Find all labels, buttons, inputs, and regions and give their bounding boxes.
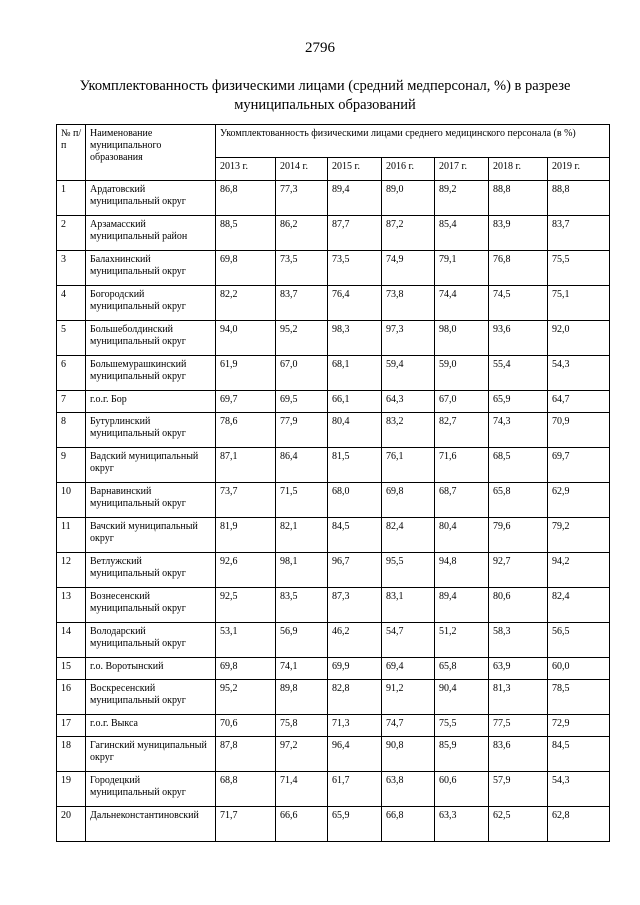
row-number: 18 <box>57 737 86 772</box>
municipality-name: Бутурлинский муниципальный округ <box>86 413 216 448</box>
staffing-value: 69,9 <box>328 658 382 680</box>
staffing-value: 74,4 <box>435 286 489 321</box>
municipality-name: Богородский муниципальный округ <box>86 286 216 321</box>
staffing-value: 96,4 <box>328 737 382 772</box>
staffing-value: 81,9 <box>216 518 276 553</box>
staffing-value: 94,2 <box>548 553 610 588</box>
staffing-value: 79,6 <box>489 518 548 553</box>
staffing-value: 75,1 <box>548 286 610 321</box>
staffing-value: 98,0 <box>435 321 489 356</box>
staffing-value: 81,3 <box>489 680 548 715</box>
staffing-value: 64,7 <box>548 391 610 413</box>
staffing-value: 56,5 <box>548 623 610 658</box>
staffing-value: 92,0 <box>548 321 610 356</box>
staffing-value: 96,7 <box>328 553 382 588</box>
row-number: 15 <box>57 658 86 680</box>
staffing-value: 90,8 <box>382 737 435 772</box>
staffing-value: 69,7 <box>216 391 276 413</box>
staffing-value: 73,5 <box>328 251 382 286</box>
staffing-value: 83,1 <box>382 588 435 623</box>
staffing-value: 83,5 <box>276 588 328 623</box>
staffing-value: 68,5 <box>489 448 548 483</box>
staffing-value: 75,5 <box>548 251 610 286</box>
staffing-value: 63,9 <box>489 658 548 680</box>
staffing-value: 85,9 <box>435 737 489 772</box>
staffing-value: 55,4 <box>489 356 548 391</box>
staffing-value: 86,2 <box>276 216 328 251</box>
row-number: 20 <box>57 807 86 842</box>
staffing-value: 69,7 <box>548 448 610 483</box>
staffing-value: 80,4 <box>435 518 489 553</box>
staffing-value: 68,0 <box>328 483 382 518</box>
staffing-value: 71,7 <box>216 807 276 842</box>
staffing-value: 81,5 <box>328 448 382 483</box>
staffing-value: 94,8 <box>435 553 489 588</box>
staffing-value: 53,1 <box>216 623 276 658</box>
table-row <box>57 321 610 356</box>
staffing-value: 83,2 <box>382 413 435 448</box>
row-number: 14 <box>57 623 86 658</box>
document-title: Укомплектованность физическими лицами (средний медперсонал, %) в разрезе муниципальных образований <box>79 78 571 113</box>
staffing-value: 65,9 <box>328 807 382 842</box>
staffing-value: 88,8 <box>489 181 548 216</box>
staffing-value: 72,9 <box>548 715 610 737</box>
staffing-value: 79,2 <box>548 518 610 553</box>
header-staffing-group: Укомплектованность физическими лицами среднего медицинского персонала (в %) <box>216 125 610 158</box>
staffing-value: 46,2 <box>328 623 382 658</box>
header-year: 2014 г. <box>276 158 328 181</box>
staffing-value: 73,5 <box>276 251 328 286</box>
staffing-value: 92,6 <box>216 553 276 588</box>
staffing-value: 92,7 <box>489 553 548 588</box>
staffing-value: 95,5 <box>382 553 435 588</box>
row-number: 13 <box>57 588 86 623</box>
table-row <box>57 715 610 737</box>
header-year: 2017 г. <box>435 158 489 181</box>
staffing-value: 62,5 <box>489 807 548 842</box>
staffing-value: 87,1 <box>216 448 276 483</box>
staffing-value: 87,7 <box>328 216 382 251</box>
staffing-value: 65,8 <box>435 658 489 680</box>
staffing-value: 70,6 <box>216 715 276 737</box>
table-row <box>57 772 610 807</box>
staffing-value: 70,9 <box>548 413 610 448</box>
staffing-value: 97,3 <box>382 321 435 356</box>
municipality-name: Вознесенский муниципальный округ <box>86 588 216 623</box>
row-number: 5 <box>57 321 86 356</box>
table-row <box>57 413 610 448</box>
staffing-value: 77,9 <box>276 413 328 448</box>
staffing-value: 57,9 <box>489 772 548 807</box>
staffing-value: 80,4 <box>328 413 382 448</box>
staffing-value: 77,5 <box>489 715 548 737</box>
staffing-value: 83,9 <box>489 216 548 251</box>
staffing-value: 56,9 <box>276 623 328 658</box>
staffing-value: 91,2 <box>382 680 435 715</box>
staffing-value: 66,8 <box>382 807 435 842</box>
staffing-value: 71,6 <box>435 448 489 483</box>
staffing-value: 90,4 <box>435 680 489 715</box>
municipality-name: Ардатовский муниципальный округ <box>86 181 216 216</box>
staffing-value: 87,2 <box>382 216 435 251</box>
staffing-value: 89,0 <box>382 181 435 216</box>
staffing-value: 89,4 <box>328 181 382 216</box>
staffing-value: 73,8 <box>382 286 435 321</box>
row-number: 16 <box>57 680 86 715</box>
table-row <box>57 588 610 623</box>
header-name: Наименование муниципального образования <box>86 125 216 181</box>
staffing-value: 59,4 <box>382 356 435 391</box>
municipality-name: Дальнеконстантиновский <box>86 807 216 842</box>
row-number: 1 <box>57 181 86 216</box>
municipality-name: Вадский муниципальный округ <box>86 448 216 483</box>
staffing-value: 67,0 <box>435 391 489 413</box>
staffing-value: 58,3 <box>489 623 548 658</box>
staffing-value: 84,5 <box>328 518 382 553</box>
staffing-value: 92,5 <box>216 588 276 623</box>
staffing-value: 73,7 <box>216 483 276 518</box>
row-number: 3 <box>57 251 86 286</box>
table-body <box>57 181 610 842</box>
staffing-value: 60,6 <box>435 772 489 807</box>
staffing-value: 66,6 <box>276 807 328 842</box>
table-row <box>57 553 610 588</box>
staffing-value: 61,9 <box>216 356 276 391</box>
header-year: 2016 г. <box>382 158 435 181</box>
staffing-value: 95,2 <box>276 321 328 356</box>
staffing-value: 54,3 <box>548 356 610 391</box>
staffing-value: 82,4 <box>548 588 610 623</box>
municipality-name: Большемурашкинский муниципальный округ <box>86 356 216 391</box>
row-number: 4 <box>57 286 86 321</box>
row-number: 7 <box>57 391 86 413</box>
staffing-value: 63,3 <box>435 807 489 842</box>
staffing-value: 82,2 <box>216 286 276 321</box>
municipality-name: г.о.г. Бор <box>86 391 216 413</box>
staffing-value: 76,8 <box>489 251 548 286</box>
staffing-value: 87,3 <box>328 588 382 623</box>
staffing-value: 75,8 <box>276 715 328 737</box>
table-row <box>57 391 610 413</box>
staffing-value: 84,5 <box>548 737 610 772</box>
staffing-value: 69,4 <box>382 658 435 680</box>
staffing-value: 78,5 <box>548 680 610 715</box>
staffing-value: 89,8 <box>276 680 328 715</box>
table-row <box>57 483 610 518</box>
staffing-value: 82,8 <box>328 680 382 715</box>
row-number: 10 <box>57 483 86 518</box>
staffing-value: 88,5 <box>216 216 276 251</box>
municipality-name: г.о.г. Выкса <box>86 715 216 737</box>
staffing-value: 59,0 <box>435 356 489 391</box>
staffing-value: 71,3 <box>328 715 382 737</box>
staffing-value: 62,8 <box>548 807 610 842</box>
page-number: 2796 <box>305 40 335 56</box>
table-row <box>57 807 610 842</box>
staffing-value: 97,2 <box>276 737 328 772</box>
staffing-value: 76,1 <box>382 448 435 483</box>
staffing-value: 89,4 <box>435 588 489 623</box>
staffing-value: 98,3 <box>328 321 382 356</box>
row-number: 2 <box>57 216 86 251</box>
staffing-value: 74,7 <box>382 715 435 737</box>
header-year: 2018 г. <box>489 158 548 181</box>
staffing-value: 75,5 <box>435 715 489 737</box>
row-number: 9 <box>57 448 86 483</box>
staffing-value: 62,9 <box>548 483 610 518</box>
staffing-value: 74,5 <box>489 286 548 321</box>
staffing-value: 68,1 <box>328 356 382 391</box>
row-number: 17 <box>57 715 86 737</box>
table-row <box>57 251 610 286</box>
municipality-name: Варнавинский муниципальный округ <box>86 483 216 518</box>
staffing-value: 54,3 <box>548 772 610 807</box>
table-row <box>57 181 610 216</box>
municipality-name: Балахнинский муниципальный округ <box>86 251 216 286</box>
staffing-value: 65,8 <box>489 483 548 518</box>
table-row <box>57 286 610 321</box>
staffing-value: 86,4 <box>276 448 328 483</box>
row-number: 6 <box>57 356 86 391</box>
row-number: 11 <box>57 518 86 553</box>
row-number: 19 <box>57 772 86 807</box>
staffing-value: 95,2 <box>216 680 276 715</box>
header-number: № п/п <box>57 125 86 181</box>
staffing-value: 67,0 <box>276 356 328 391</box>
staffing-value: 69,8 <box>216 251 276 286</box>
staffing-value: 86,8 <box>216 181 276 216</box>
staffing-value: 61,7 <box>328 772 382 807</box>
staffing-value: 69,5 <box>276 391 328 413</box>
staffing-value: 60,0 <box>548 658 610 680</box>
staffing-value: 71,5 <box>276 483 328 518</box>
staffing-value: 80,6 <box>489 588 548 623</box>
staffing-value: 69,8 <box>382 483 435 518</box>
staffing-value: 82,7 <box>435 413 489 448</box>
staffing-value: 82,4 <box>382 518 435 553</box>
table-row <box>57 680 610 715</box>
municipality-name: Ветлужский муниципальный округ <box>86 553 216 588</box>
staffing-value: 74,3 <box>489 413 548 448</box>
staffing-value: 74,1 <box>276 658 328 680</box>
staffing-value: 63,8 <box>382 772 435 807</box>
staffing-value: 88,8 <box>548 181 610 216</box>
table-row <box>57 737 610 772</box>
header-year: 2015 г. <box>328 158 382 181</box>
municipality-name: Воскресенский муниципальный округ <box>86 680 216 715</box>
staffing-value: 89,2 <box>435 181 489 216</box>
staffing-value: 69,8 <box>216 658 276 680</box>
table-row <box>57 356 610 391</box>
staffing-value: 94,0 <box>216 321 276 356</box>
staffing-value: 64,3 <box>382 391 435 413</box>
staffing-value: 85,4 <box>435 216 489 251</box>
staffing-value: 76,4 <box>328 286 382 321</box>
staffing-value: 82,1 <box>276 518 328 553</box>
staffing-value: 98,1 <box>276 553 328 588</box>
staffing-value: 74,9 <box>382 251 435 286</box>
staffing-value: 78,6 <box>216 413 276 448</box>
staffing-table <box>56 124 610 842</box>
staffing-value: 68,8 <box>216 772 276 807</box>
municipality-name: Володарский муниципальный округ <box>86 623 216 658</box>
municipality-name: Большеболдинский муниципальный округ <box>86 321 216 356</box>
staffing-value: 83,7 <box>276 286 328 321</box>
staffing-value: 71,4 <box>276 772 328 807</box>
staffing-value: 93,6 <box>489 321 548 356</box>
header-year: 2013 г. <box>216 158 276 181</box>
table-row <box>57 623 610 658</box>
staffing-value: 65,9 <box>489 391 548 413</box>
municipality-name: Вачский муниципальный округ <box>86 518 216 553</box>
staffing-value: 87,8 <box>216 737 276 772</box>
municipality-name: г.о. Воротынский <box>86 658 216 680</box>
row-number: 12 <box>57 553 86 588</box>
staffing-value: 68,7 <box>435 483 489 518</box>
staffing-value: 77,3 <box>276 181 328 216</box>
staffing-value: 79,1 <box>435 251 489 286</box>
table-row <box>57 216 610 251</box>
staffing-value: 83,7 <box>548 216 610 251</box>
staffing-value: 83,6 <box>489 737 548 772</box>
municipality-name: Гагинский муниципальный округ <box>86 737 216 772</box>
municipality-name: Городецкий муниципальный округ <box>86 772 216 807</box>
header-year: 2019 г. <box>548 158 610 181</box>
staffing-value: 51,2 <box>435 623 489 658</box>
row-number: 8 <box>57 413 86 448</box>
table-row <box>57 658 610 680</box>
municipality-name: Арзамасский муниципальный район <box>86 216 216 251</box>
staffing-value: 66,1 <box>328 391 382 413</box>
staffing-value: 54,7 <box>382 623 435 658</box>
table-row <box>57 518 610 553</box>
table-row <box>57 448 610 483</box>
